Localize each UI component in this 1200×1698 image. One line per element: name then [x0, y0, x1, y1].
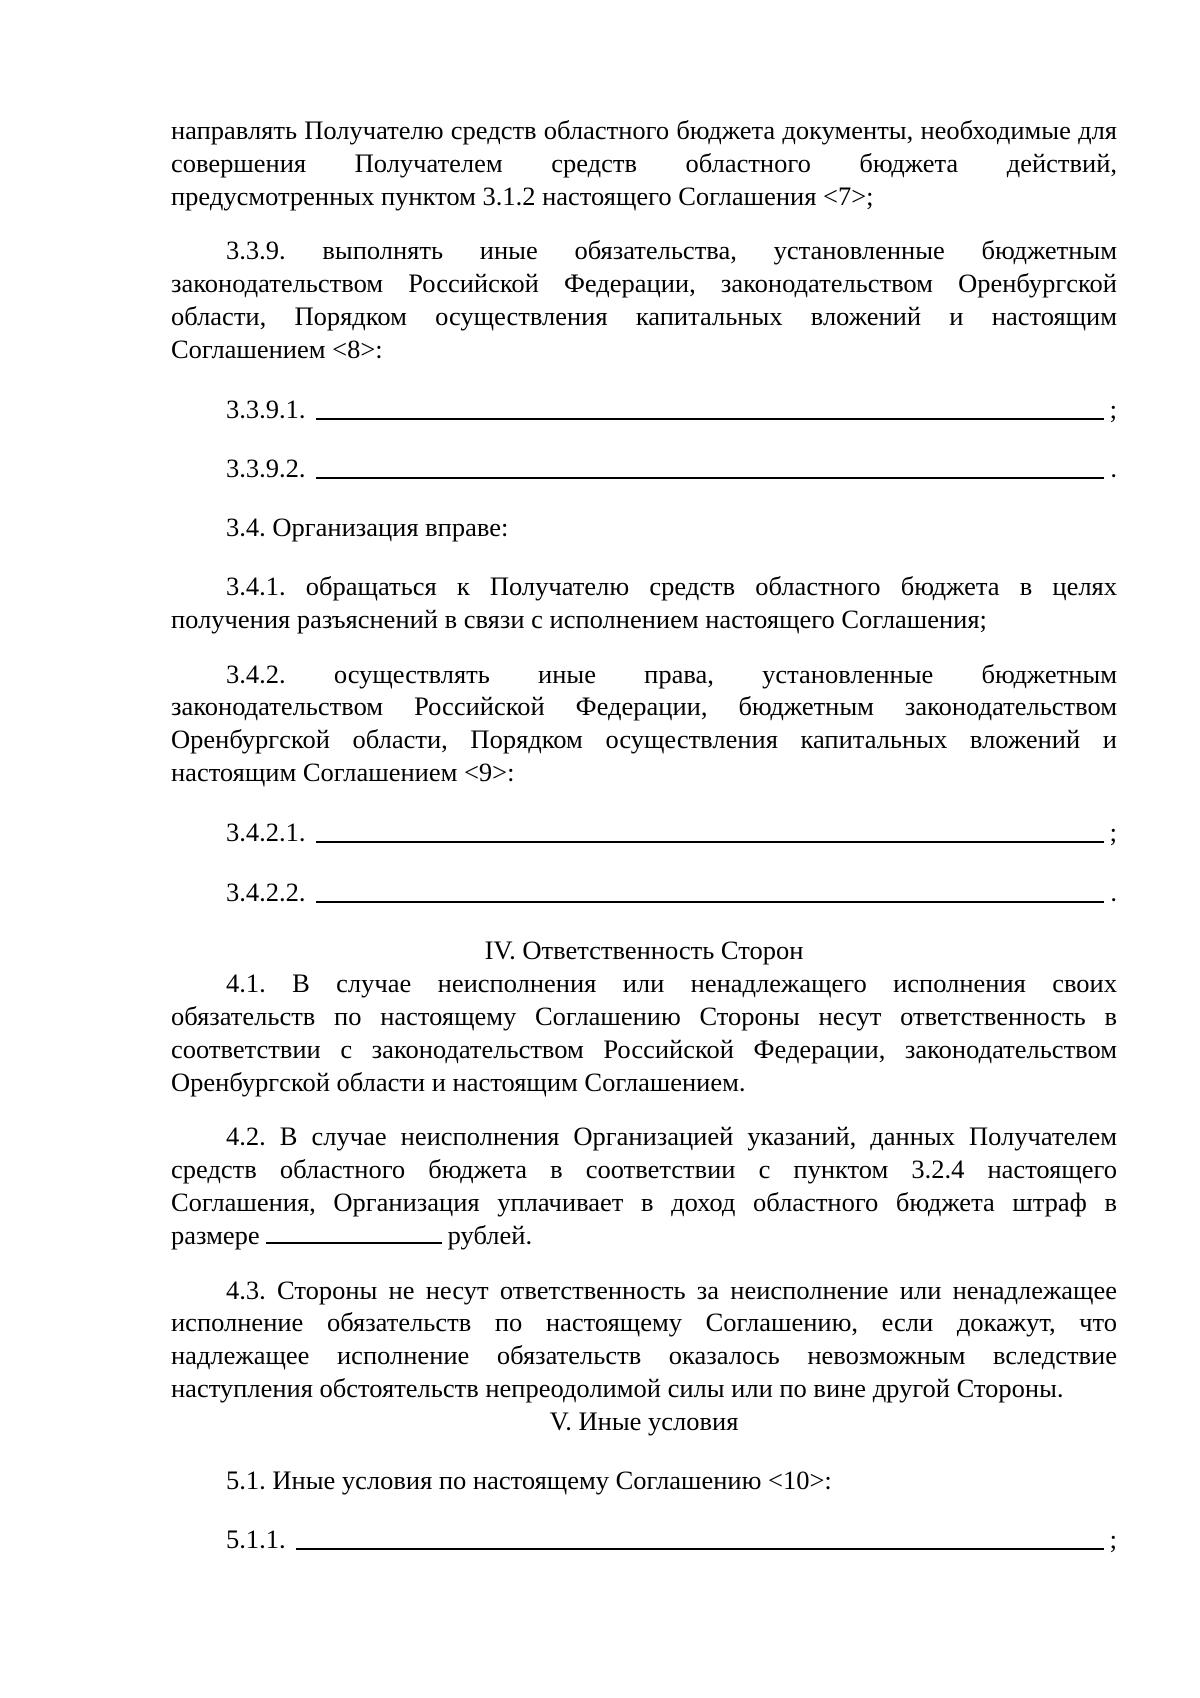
item-punctuation: ;	[1109, 1524, 1117, 1555]
paragraph-4-2-unit: рублей.	[447, 1219, 533, 1250]
section-heading-iv: IV. Ответственность Сторон	[484, 935, 804, 966]
item-number: 5.1.1.	[226, 1524, 286, 1555]
paragraph-3-4-2: 3.4.2. осуществлять иные права, установленные бюджетным законодательством Российской Федерации, бюджетным законодательством Оренбургской области, Порядком осуществления капитальных вложений и настоящим Соглашением <9>:	[171, 658, 1117, 787]
item-number: 3.3.9.2.	[226, 453, 306, 484]
paragraph-4-2	[171, 1120, 1117, 1251]
document-page	[171, 114, 1117, 1556]
paragraph-5-1: 5.1. Иные условия по настоящему Соглашению <10>:	[226, 1464, 832, 1495]
paragraph-4-2-text: 4.2. В случае неисполнения Организацией указаний, данных Получателем средств областного бюджета в соответствии с пунктом 3.2.4 настоящего Соглашения, Организация уплачивает в доход областного бюджета штраф в размере	[171, 1121, 1117, 1250]
blank-underline	[296, 1524, 1104, 1550]
fill-line-3-3-9-1	[171, 392, 1117, 426]
item-punctuation: ;	[1109, 816, 1117, 847]
fine-amount-blank	[266, 1220, 442, 1244]
fill-line-3-4-2-2	[171, 875, 1117, 909]
fill-line-5-1-1	[171, 1522, 1117, 1556]
paragraph-3-3-9: 3.3.9. выполнять иные обязательства, установленные бюджетным законодательством Российской Федерации, законодательством Оренбургской области, Порядком осуществления капитальных вложений и настоящим Соглашением <8>:	[171, 235, 1117, 364]
item-number: 3.3.9.1.	[226, 393, 306, 424]
item-number: 3.4.2.1.	[226, 816, 306, 847]
item-number: 3.4.2.2.	[226, 876, 306, 907]
fill-line-3-3-9-2	[171, 451, 1117, 485]
blank-underline	[316, 817, 1104, 843]
blank-underline	[316, 877, 1105, 903]
paragraph-3-4: 3.4. Организация вправе:	[226, 512, 509, 543]
item-punctuation: ;	[1109, 393, 1117, 424]
paragraph-4-3: 4.3. Стороны не несут ответственность за неисполнение или ненадлежащее исполнение обязательств по настоящему Соглашению, если докажут, что надлежащее исполнение обязательств оказалось невозможным вследствие наступления обстоятельств непреодолимой силы или по вине другой Стороны.	[171, 1274, 1117, 1403]
paragraph-continuation: направлять Получателю средств областного бюджета документы, необходимые для совершения Получателем средств областного бюджета действий, предусмотренных пунктом 3.1.2 настоящего Соглашения <7>;	[171, 115, 1117, 211]
section-heading-v: V. Иные условия	[549, 1405, 739, 1436]
blank-underline	[316, 453, 1105, 479]
item-punctuation: .	[1110, 453, 1117, 484]
fill-line-3-4-2-1	[171, 815, 1117, 849]
item-punctuation: .	[1110, 876, 1117, 907]
paragraph-3-4-1: 3.4.1. обращаться к Получателю средств областного бюджета в целях получения разъяснений в связи с исполнением настоящего Соглашения;	[171, 570, 1117, 634]
blank-underline	[316, 394, 1104, 420]
paragraph-4-1: 4.1. В случае неисполнения или ненадлежащего исполнения своих обязательств по настоящему Соглашению Стороны несут ответственность в соответствии с законодательством Российской Федерации, законодательством Оренбургской области и настоящим Соглашением.	[171, 968, 1117, 1097]
